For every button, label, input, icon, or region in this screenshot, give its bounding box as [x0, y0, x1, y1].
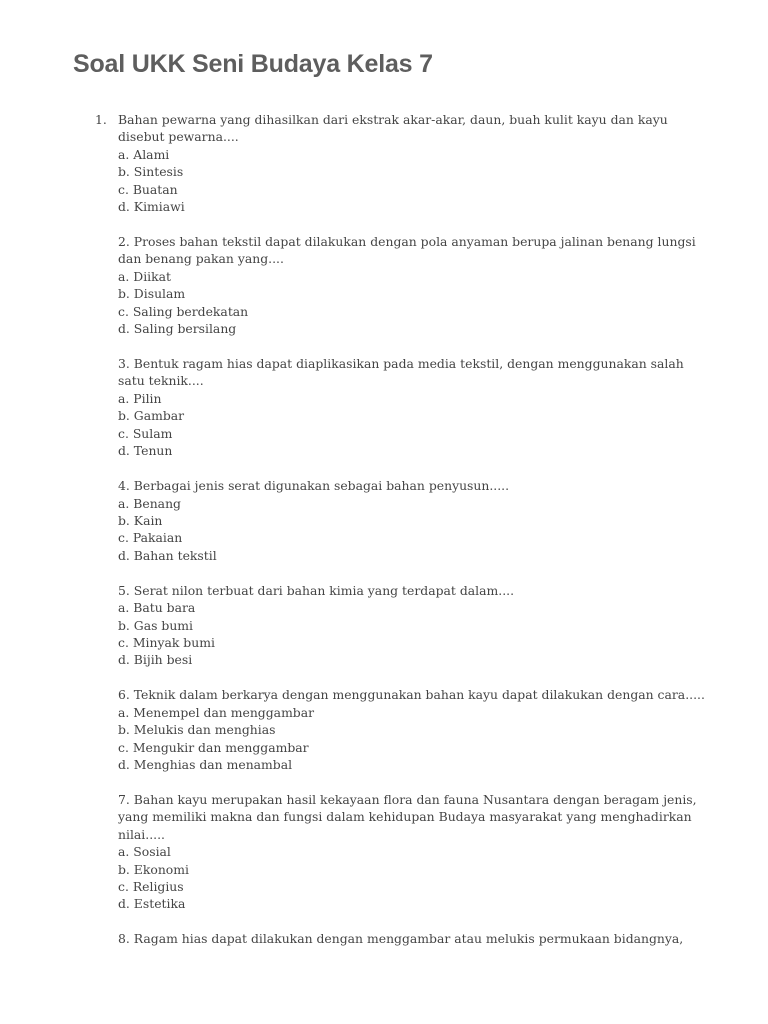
answer-option: b. Kain: [118, 512, 163, 528]
answer-option: b. Gambar: [118, 408, 185, 424]
answer-option: b. Melukis dan menghias: [118, 722, 276, 738]
question-text: 8. Ragam hias dapat dilakukan dengan menggambar atau melukis permukaan bidangnya,: [118, 931, 684, 947]
answer-option: a. Menempel dan menggambar: [118, 704, 315, 720]
answer-option: b. Disulam: [118, 286, 186, 302]
answer-option: d. Bahan tekstil: [118, 547, 217, 563]
question-7: [118, 791, 708, 913]
answer-option: d. Saling bersilang: [118, 321, 237, 337]
answer-option: d. Bijih besi: [118, 652, 193, 668]
question-1: [95, 111, 708, 215]
question-text: 4. Berbagai jenis serat digunakan sebagai bahan penyusun.....: [118, 478, 510, 494]
answer-option: d. Estetika: [118, 896, 186, 912]
answer-option: b. Sintesis: [118, 164, 184, 180]
answer-option: a. Alami: [118, 146, 170, 162]
answer-option: d. Tenun: [118, 443, 173, 459]
question-text: 2. Proses bahan tekstil dapat dilakukan dengan pola anyaman berupa jalinan benang lungsi dan benang pakan yang....: [118, 234, 696, 267]
question-text: 7. Bahan kayu merupakan hasil kekayaan flora dan fauna Nusantara dengan beragam jenis, yang memiliki makna dan fungsi dalam kehidupan Budaya masyarakat yang menghadirkan nilai.....: [118, 791, 697, 842]
answer-option: a. Diikat: [118, 268, 171, 284]
answer-option: a. Benang: [118, 495, 181, 511]
answer-option: b. Gas bumi: [118, 617, 194, 633]
answer-option: b. Ekonomi: [118, 861, 189, 877]
answer-options: [118, 843, 708, 913]
answer-options: [118, 390, 708, 460]
question-list: [95, 111, 708, 965]
answer-option: c. Minyak bumi: [118, 634, 215, 650]
answer-option: c. Sulam: [118, 425, 173, 441]
question-4: [118, 477, 708, 564]
question-6: [118, 686, 708, 773]
question-number: 1.: [95, 112, 107, 127]
question-3: [118, 355, 708, 459]
question-text: 5. Serat nilon terbuat dari bahan kimia yang terdapat dalam....: [118, 582, 515, 598]
answer-options: [118, 704, 708, 774]
answer-options: [118, 146, 708, 216]
answer-option: d. Kimiawi: [118, 199, 185, 215]
answer-options: [118, 495, 708, 565]
answer-option: c. Religius: [118, 879, 184, 894]
answer-option: c. Saling berdekatan: [118, 303, 249, 319]
answer-option: a. Sosial: [118, 844, 171, 860]
question-2: [118, 233, 708, 337]
question-5: [118, 582, 708, 669]
answer-option: a. Batu bara: [118, 600, 196, 616]
answer-option: c. Pakaian: [118, 530, 183, 546]
question-8: [118, 930, 708, 947]
document-title: Soal UKK Seni Budaya Kelas 7: [73, 50, 433, 78]
question-text: 6. Teknik dalam berkarya dengan menggunakan bahan kayu dapat dilakukan dengan cara.....: [118, 687, 705, 703]
answer-option: c. Buatan: [118, 181, 178, 197]
answer-option: d. Menghias dan menambal: [118, 756, 293, 772]
answer-options: [118, 268, 708, 338]
question-text: Bahan pewarna yang dihasilkan dari ekstrak akar-akar, daun, buah kulit kayu dan kayu disebut pewarna....: [118, 112, 668, 145]
question-text: 3. Bentuk ragam hias dapat diaplikasikan pada media tekstil, dengan menggunakan salah satu teknik....: [118, 356, 684, 389]
answer-option: a. Pilin: [118, 390, 162, 406]
answer-options: [118, 599, 708, 669]
answer-option: c. Mengukir dan menggambar: [118, 739, 309, 755]
